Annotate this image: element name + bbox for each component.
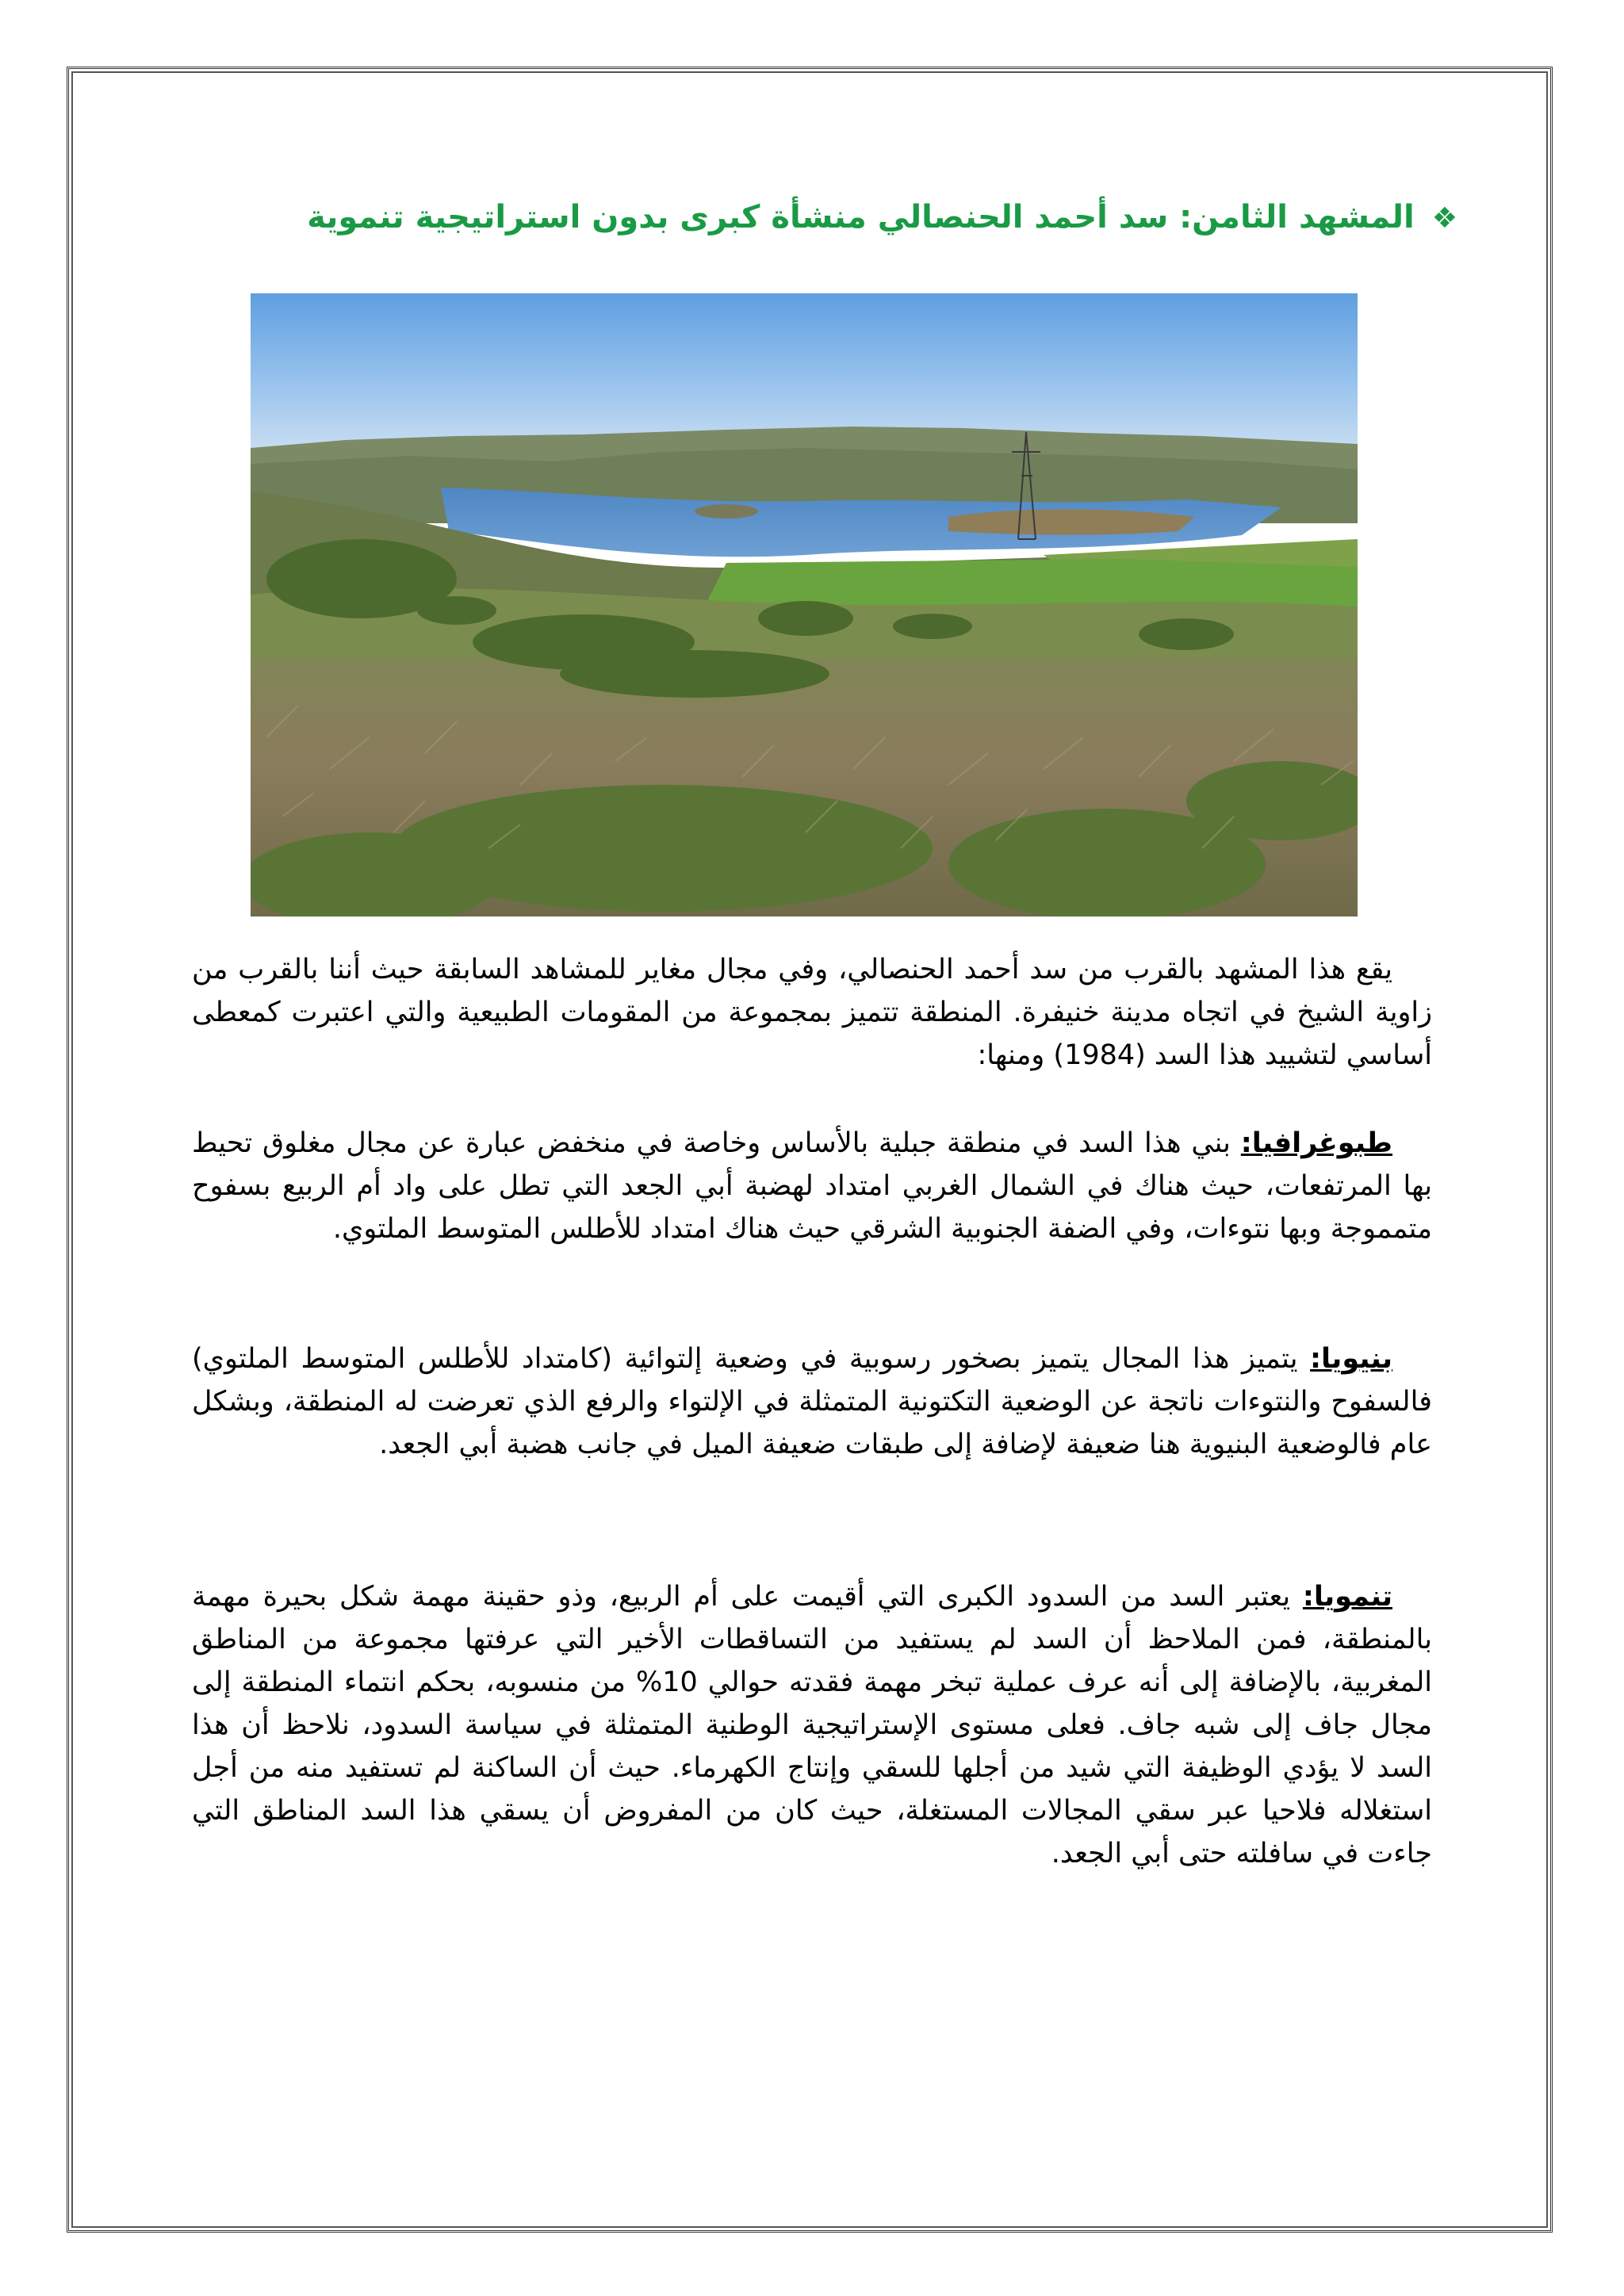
development-label: تنمويا:: [1302, 1581, 1392, 1613]
development-text: يعتبر السد من السدود الكبرى التي أقيمت على أم الربيع، وذو حقينة مهمة شكل بحيرة مهمة بالمنطقة، فمن الملاحظ أن السد لم يستفيد من التساقطات الأخير التي عرفتها مجموعة من المناطق المغربية، بالإضافة إلى أنه عرف عملية تبخر مهمة فقدته حوالي 10% من منسوبه، بحكم انتماء المنطقة إلى مجال جاف إلى شبه جاف. فعلى مستوى الإستراتيجية الوطنية المتمثلة في سياسة السدود، نلاحظ أن هذا السد لا يؤدي الوظيفة التي شيد من أجلها للسقي وإنتاج الكهرماء. حيث أن الساكنة لم تستفيد منه من أجل استغلاله فلاحيا عبر سقي المجالات المستغلة، حيث كان من المفروض أن يسقي هذا السد المناطق التي جاءت في سافلته حتى أبي الجعد.: [192, 1581, 1432, 1869]
diamond-bullet-icon: ❖: [1431, 202, 1457, 235]
topography-paragraph: [192, 1122, 1432, 1250]
structure-text: يتميز هذا المجال يتميز بصخور رسوبية في وضعية إلتوائية (كامتداد للأطلس المتوسط الملتوي) فالسفوح والنتوءات ناتجة عن الوضعية التكتونية المتمثلة في الإلتواء والرفع الذي تعرضت له المنطقة، وبشكل عام فالوضعية البنيوية هنا ضعيفة لإضافة إلى طبقات ضعيفة الميل في جانب هضبة أبي الجعد.: [192, 1343, 1432, 1460]
topography-text: بني هذا السد في منطقة جبلية بالأساس وخاصة في منخفض عبارة عن مجال مغلوق تحيط بها المرتفعات، حيث هناك في الشمال الغربي امتداد لهضبة أبي الجعد التي تطل على واد أم الربيع بسفوح متمموجة وبها نتوءات، وفي الضفة الجنوبية الشرقي حيث هناك امتداد للأطلس المتوسط الملتوي.: [192, 1127, 1432, 1245]
intro-paragraph: [192, 948, 1432, 1077]
heading-text: المشهد الثامن: سد أحمد الحنصالي منشأة كبرى بدون استراتيجية تنموية: [307, 199, 1415, 235]
section-heading: [189, 197, 1457, 239]
intro-text: يقع هذا المشهد بالقرب من سد أحمد الحنصالي، وفي مجال مغاير للمشاهد السابقة حيث أننا بالقرب من زاوية الشيخ في اتجاه مدينة خنيفرة. المنطقة تتميز بمجموعة من المقومات الطبيعية والتي اعتبرت كمعطى أساسي لتشييد هذا السد (1984) ومنها:: [192, 954, 1432, 1071]
structure-label: بنيويا:: [1310, 1343, 1392, 1375]
structure-paragraph: [192, 1337, 1432, 1466]
topography-label: طبوغرافيا:: [1240, 1127, 1392, 1159]
development-paragraph: [192, 1575, 1432, 1875]
landscape-photo: [251, 293, 1358, 916]
